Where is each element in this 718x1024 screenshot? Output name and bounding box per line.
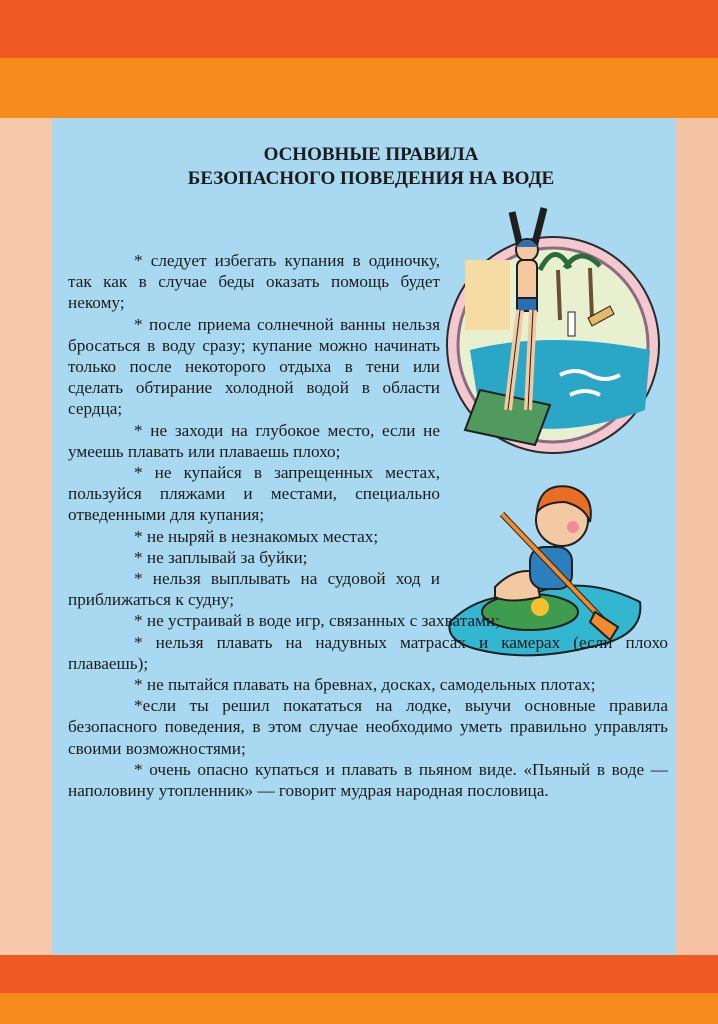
right-margin <box>676 118 718 955</box>
rule-item: * не купайся в запрещенных местах, пользуйся пляжами и местами, специально отведенными для купания; <box>68 463 440 525</box>
left-margin <box>0 118 52 955</box>
bottom-orange-band <box>0 955 718 1024</box>
rule-item: * не пытайся плавать на бревнах, досках, самодельных плотах; <box>134 675 596 695</box>
rule-item: * не заходи на глубокое место, если не умеешь плавать или плаваешь плохо; <box>68 420 440 461</box>
page-title <box>52 143 690 191</box>
rule-item: *если ты решил покататься на лодке, выучи основные правила безопасного поведения, в этом случае необходимо уметь правильно управлять своими возможностями; <box>68 696 668 758</box>
rule-item: * после приема солнечной ванны нельзя бросаться в воду сразу; купание можно начинать только после некоторого отдыха в тени или сделать обтирание холодной водой в области сердца; <box>68 314 440 419</box>
rule-item: * очень опасно купаться и плавать в пьяном виде. «Пьяный в воде — наполовину утопленник» — говорит мудрая народная пословица. <box>68 759 668 801</box>
rule-item: * нельзя выплывать на судовой ход и приближаться к судну; <box>68 569 440 610</box>
rule-item: * следует избегать купания в одиночку, так как в случае беды оказать помощь будет некому; <box>68 251 440 313</box>
rules-text <box>68 250 668 801</box>
top-orange-band <box>0 0 718 118</box>
rule-item: * не ныряй в незнакомых местах; <box>134 526 379 546</box>
title-line-1: ОСНОВНЫЕ ПРАВИЛА <box>263 144 479 165</box>
rule-item: * не заплывай за буйки; <box>134 547 308 567</box>
rule-item: * нельзя плавать на надувных матрасах и камерах (если плохо плаваешь); <box>68 632 668 673</box>
rule-item: * не устраивай в воде игр, связанных с захватами; <box>134 611 500 631</box>
title-line-2: БЕЗОПАСНОГО ПОВЕДЕНИЯ НА ВОДЕ <box>187 168 555 189</box>
